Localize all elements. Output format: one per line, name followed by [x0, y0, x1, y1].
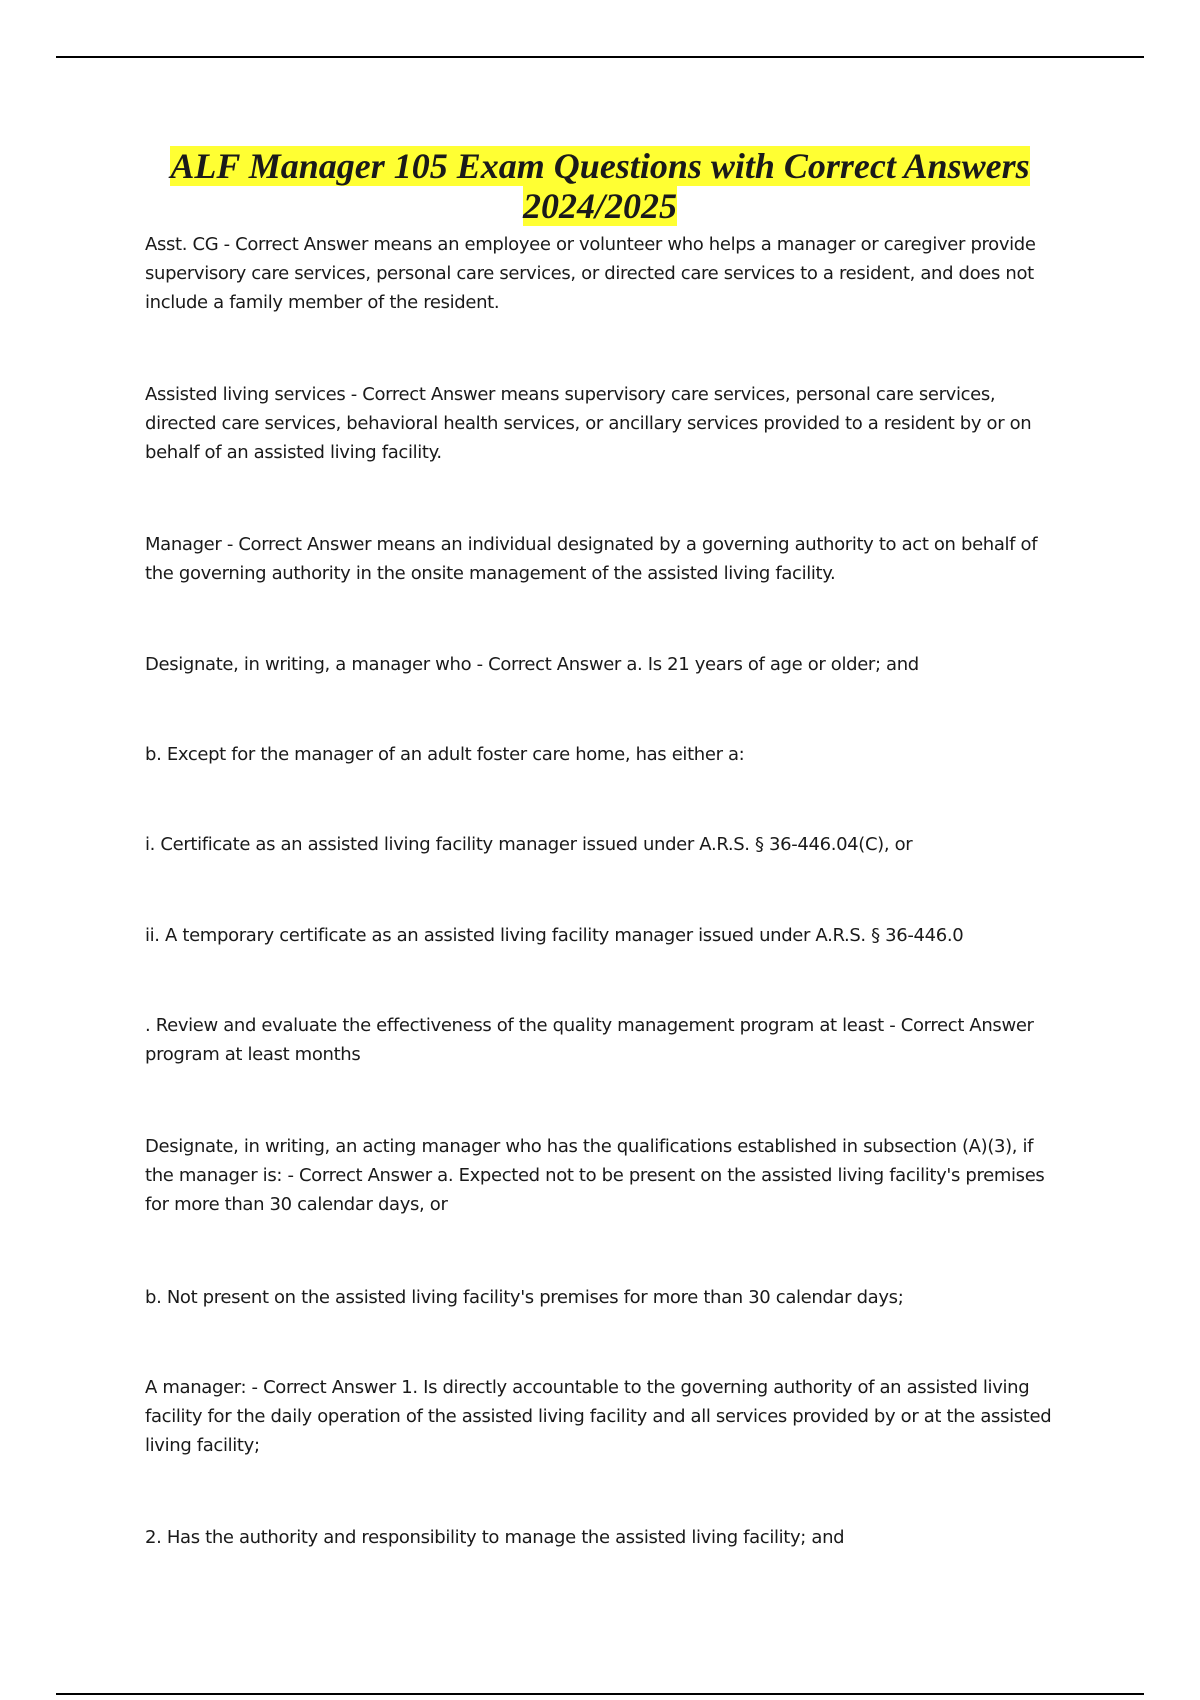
- top-rule: [56, 56, 1144, 58]
- entry-assisted-living-services: Assisted living services - Correct Answer means supervisory care services, personal care services, directed care services, behavioral health services, or ancillary services provided to a resident by or on behalf of an assisted living facility.: [145, 384, 1032, 463]
- entry-asst-cg: Asst. CG - Correct Answer means an employee or volunteer who helps a manager or caregiver provide supervisory care services, personal care services, or directed care services to a resident, and does not include a family member of the resident.: [145, 234, 1036, 313]
- entry-temporary-certificate: ii. A temporary certificate as an assisted living facility manager issued under A.R.S. § 36-446.0: [145, 925, 964, 946]
- entry-quality-management: . Review and evaluate the effectiveness of the quality management program at least - Correct Answer program at least months: [145, 1015, 1034, 1065]
- entry-acting-manager: Designate, in writing, an acting manager who has the qualifications established in subsection (A)(3), if the manager is: - Correct Answer a. Expected not to be present on the assisted living facility's premises for more than 30 calendar days, or: [145, 1136, 1045, 1215]
- entry-manager-definition: Manager - Correct Answer means an individual designated by a governing authority to act on behalf of the governing authority in the onsite management of the assisted living facility.: [145, 534, 1038, 584]
- entry-except-adult-foster: b. Except for the manager of an adult foster care home, has either a:: [145, 744, 745, 765]
- document-title: [100, 146, 1100, 226]
- title-line-1: ALF Manager 105 Exam Questions with Correct Answers: [170, 146, 1030, 186]
- entry-manager-accountable: A manager: - Correct Answer 1. Is directly accountable to the governing authority of an assisted living facility for the daily operation of the assisted living facility and all services provided by or at the assisted living facility;: [145, 1377, 1052, 1456]
- entry-manager-authority: 2. Has the authority and responsibility to manage the assisted living facility; and: [145, 1527, 845, 1548]
- entry-certificate: i. Certificate as an assisted living facility manager issued under A.R.S. § 36-446.04(C), or: [145, 834, 913, 855]
- entry-designate-manager: Designate, in writing, a manager who - Correct Answer a. Is 21 years of age or older; and: [145, 654, 919, 675]
- bottom-rule: [56, 1693, 1144, 1695]
- entry-not-present: b. Not present on the assisted living facility's premises for more than 30 calendar days;: [145, 1287, 904, 1308]
- title-line-2: 2024/2025: [522, 186, 677, 226]
